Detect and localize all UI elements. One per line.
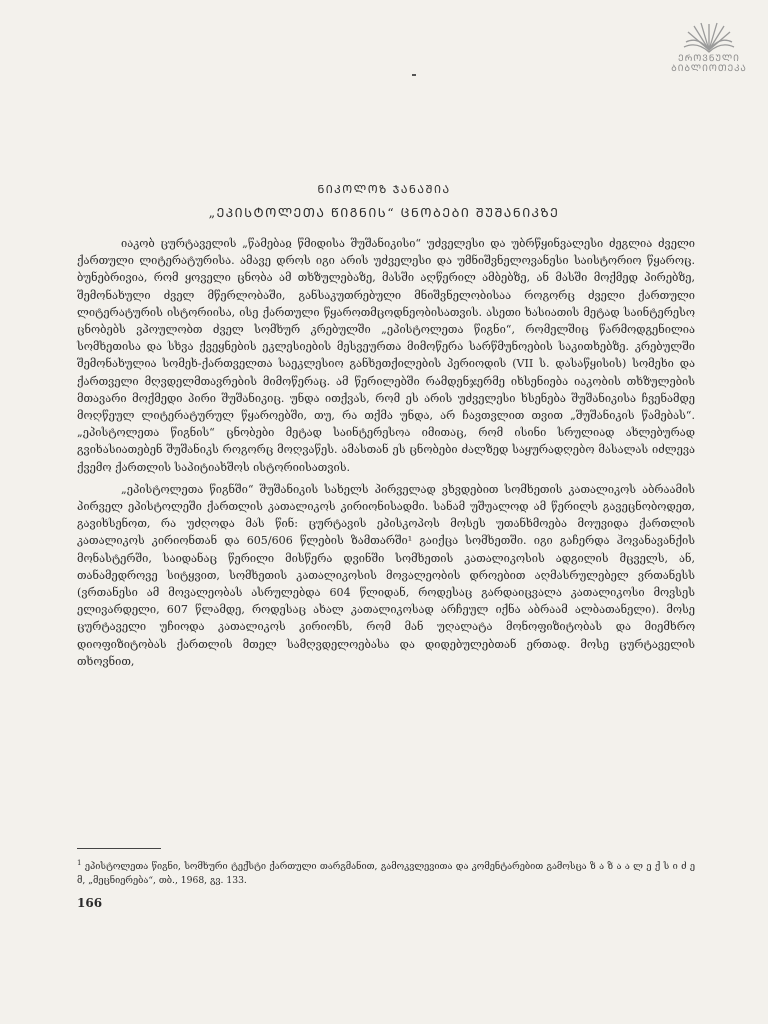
footnote-text: ეპისტოლეთა წიგნი, სომხური ტექსტი ქართული თარგმანით, გამოკვლევითა და კომენტარებით გამოსცა ზ ა ზ ა ა ლ ე ქ ს ი ძ ე მ, „მეცნიერება“, თბ., 1968, გვ. 133. bbox=[77, 861, 696, 887]
footnote-divider bbox=[77, 848, 161, 849]
speck-mark bbox=[412, 74, 416, 76]
paragraph-2: „ეპისტოლეთა წიგნში“ შუშანიკის სახელს პირველად ვხვდებით სომხეთის კათალიკოს აბრაამის პირველ ეპისტოლეში ქართლის კათალიკოს კირიონისადმი. სანამ უშუალოდ ამ წერილს გავეცნობოდეთ, გავიხსენოთ, რა უძღოდა მას წინ: ცურტავის ეპისკოპოს მოსეს უთანხმოება მოუვიდა ქართლის კათალიკოს კირიონთან და 605/606 წლების ზამთარში¹ გაიქცა სომხეთში. იგი გაჩერდა ჰოვანავანქის მონასტერში, საიდანაც წერილი მისწერა დვინში სომხეთის კათალიკოსის ადგილის მცველს, ან, თანამედროვე სიტყვით, სომხეთის კათალიკოსის მოვალეობის დროებით აღმასრულებელ ვრთანესს (ვრთანესი ამ მოვალეობას ასრულებდა 604 წლიდან, როდესაც გარდაიცვალა კათალიკოსი მოვსეს ელივარდელი, 607 წლამდე, როდესაც ახალ კათალიკოსად არჩეულ იქნა აბრაამ ალბათანელი). მოსე ცურტაველი უჩიოდა კათალიკოს კირიონს, რომ მან უღალატა მონოფიზიტობას და მიემხრო დიოფიზიტობას ქართლის მთელ სამღვდელოებასა და დიდებულებთან ერთად. მოსე ცურტაველის თხოვნით, bbox=[77, 482, 695, 668]
article-author: ᲜᲘᲙᲝᲚᲝᲖ ᲯᲐᲜᲐᲨᲘᲐ bbox=[317, 183, 451, 196]
footnote-marker: 1 bbox=[77, 859, 82, 867]
page-number: 166 bbox=[77, 896, 103, 910]
paragraph-1: იაკობ ცურტაველის „წამებაჲ წმიდისა შუშანიკისი“ უძველესი და უბრწყინვალესი ძეგლია ძველი ქართული ლიტერატურისა. ამავე დროს იგი არის უძველესი და უმნიშვნელოვანესი საისტორიო წყაროც. ბუნებრივია, რომ ყოველი ცნობა ამ თხზულებაზე, მასში აღწერილ ამბებზე, ან მასში მოქმედ პირებზე, შემონახული ძველ მწერლობაში, განსაკუთრებული მნიშვნელობისაა როგორც ძველი ქართული ლიტერატურის ისტორიისა, ისე ქართული წყაროთმცოდნეობისათვის. ასეთი ხასიათის მეტად საინტერესო ცნობებს ვპოულობთ ძველ სომხურ კრებულში „ეპისტოლეთა წიგნი“, რომელშიც წარმოდგენილია სომხეთისა და სხვა ქვეყნების ეკლესიების მესვეურთა მიმოწერა სარწმუნოების საკითხებზე. კრებულში შემონახულია სომეხ-ქართველთა საეკლესიო განხეთქილების პერიოდის (VII ს. დასაწყისის) სომეხი და ქართველი მღვდელმთავრების მიმოწერაც. ამ წერილებში რამდენჯერმე იხსენიება იაკობის თხზულების მთავარი მოქმედი პირი შუშანიკიც. უნდა ითქვას, რომ ეს არის უძველესი ხსენება შუშანიკისა ჩვენამდე მოღწეულ ლიტერატურულ წყაროებში, თუ, რა თქმა უნდა, არ ჩავთვლით თვით „შუშანიკის წამებას“. „ეპისტოლეთა წიგნის“ ცნობები მეტად საინტერესოა იმითაც, რომ ისინი სრულიად ახლებურად გვიხასიათებენ შუშანიკს როგორც მოღვაწეს. ამასთან ეს ცნობები ძალზედ საყურადღებო მასალას იძლევა ქვემო ქართლის საპიტიახშოს ისტორიისათვის. bbox=[77, 237, 695, 474]
library-logo bbox=[661, 14, 757, 84]
open-book-icon bbox=[680, 14, 738, 54]
article-title: „ᲔᲞᲘᲡᲢᲝᲚᲔᲗᲐ ᲬᲘᲒᲜᲘᲡ“ ᲪᲜᲝᲑᲔᲑᲘ ᲨᲣᲨᲐᲜᲘᲙᲖᲔ bbox=[208, 205, 560, 220]
article-body bbox=[77, 235, 695, 670]
footnote bbox=[77, 856, 695, 888]
logo-line-2: ᲑᲘᲑᲚᲘᲝᲗᲔᲙᲐ bbox=[671, 64, 747, 74]
logo-line-1: ᲔᲠᲝᲕᲜᲣᲚᲘ bbox=[678, 54, 740, 64]
